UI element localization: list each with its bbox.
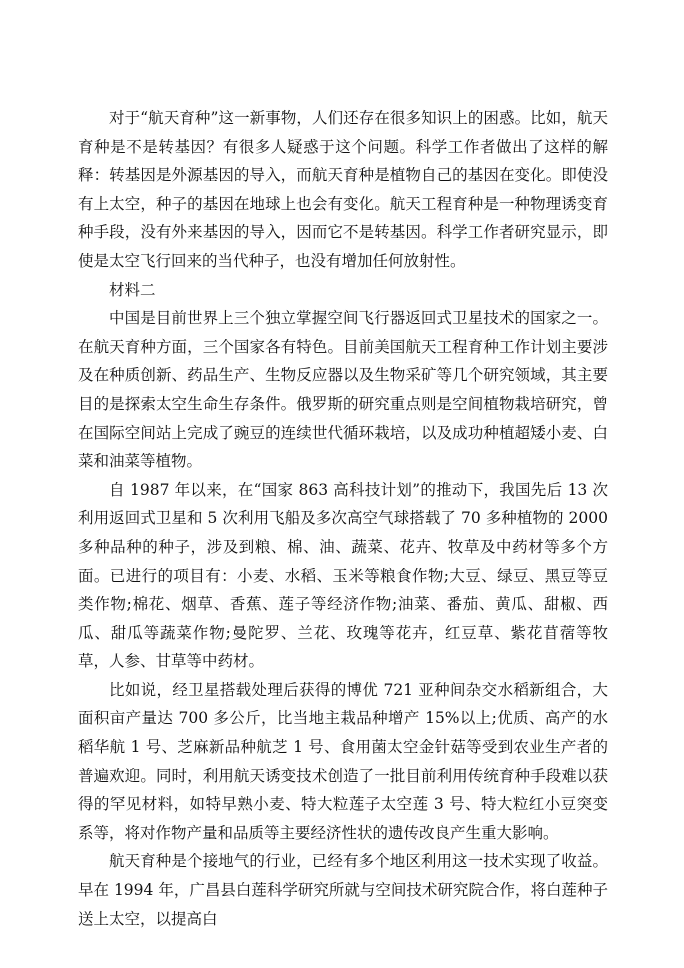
section-label-material-two: 材料二	[109, 280, 156, 299]
paragraph-three-countries: 中国是目前世界上三个独立掌握空间飞行器返回式卫星技术的国家之一。在航天育种方面，三个国家各有特色。目前美国航天工程育种工作计划主要涉及在种质创新、药品生产、生物反应器以及生物采矿等几个研究领域，其主要目的是探索太空生命生存条件。俄罗斯的研究重点则是空间植物栽培研究，曾在国际空间站上完成了豌豆的连续世代循环栽培，以及成功种植超矮小麦、白菜和油菜等植物。	[78, 309, 608, 471]
document-body	[78, 104, 608, 933]
paragraph-industry-benefits: 航天育种是个接地气的行业，已经有多个地区利用这一技术实现了收益。早在 1994 年，广昌县白莲科学研究所就与空间技术研究院合作，将白莲种子送上太空，以提高白	[78, 852, 608, 928]
paragraph-genetic-question: 对于“航天育种”这一新事物，人们还存在很多知识上的困惑。比如，航天育种是不是转基因？有很多人疑惑于这个问题。科学工作者做出了这样的解释：转基因是外源基因的导入，而航天育种是植物自己的基因在变化。即使没有上太空，种子的基因在地球上也会有变化。航天工程育种是一种物理诱变育种手段，没有外来基因的导入，因而它不是转基因。科学工作者研究显示，即使是太空飞行回来的当代种子，也没有增加任何放射性。	[78, 109, 608, 270]
paragraph-china-program: 自 1987 年以来，在“国家 863 高科技计划”的推动下，我国先后 13 次利用返回式卫星和 5 次利用飞船及多次高空气球搭载了 70 多种植物的 2000 多种品种的种子，涉及到粮、棉、油、蔬菜、花卉、牧草及中药材等多个方面。已进行的项目有：小麦、水稻、玉米等粮食作物;大豆、绿豆、黑豆等豆类作物;棉花、烟草、香蕉、莲子等经济作物;油菜、番茄、黄瓜、甜椒、西瓜、甜瓜等蔬菜作物;曼陀罗、兰花、玫瑰等花卉，红豆草、紫花苜蓿等牧草，人参、甘草等中药材。	[78, 480, 608, 671]
paragraph-results-examples: 比如说，经卫星搭载处理后获得的博优 721 亚种间杂交水稻新组合，大面积亩产量达 700 多公斤，比当地主栽品种增产 15%以上;优质、高产的水稻华航 1 号、芝麻新品种航芝 1 号、食用菌太空金针菇等受到农业生产者的普遍欢迎。同时，利用航天诱变技术创造了一批目前利用传统育种手段难以获得的罕见材料，如特早熟小麦、特大粒莲子太空莲 3 号、特大粒红小豆突变系等，将对作物产量和品质等主要经济性状的遗传改良产生重大影响。	[78, 680, 608, 842]
